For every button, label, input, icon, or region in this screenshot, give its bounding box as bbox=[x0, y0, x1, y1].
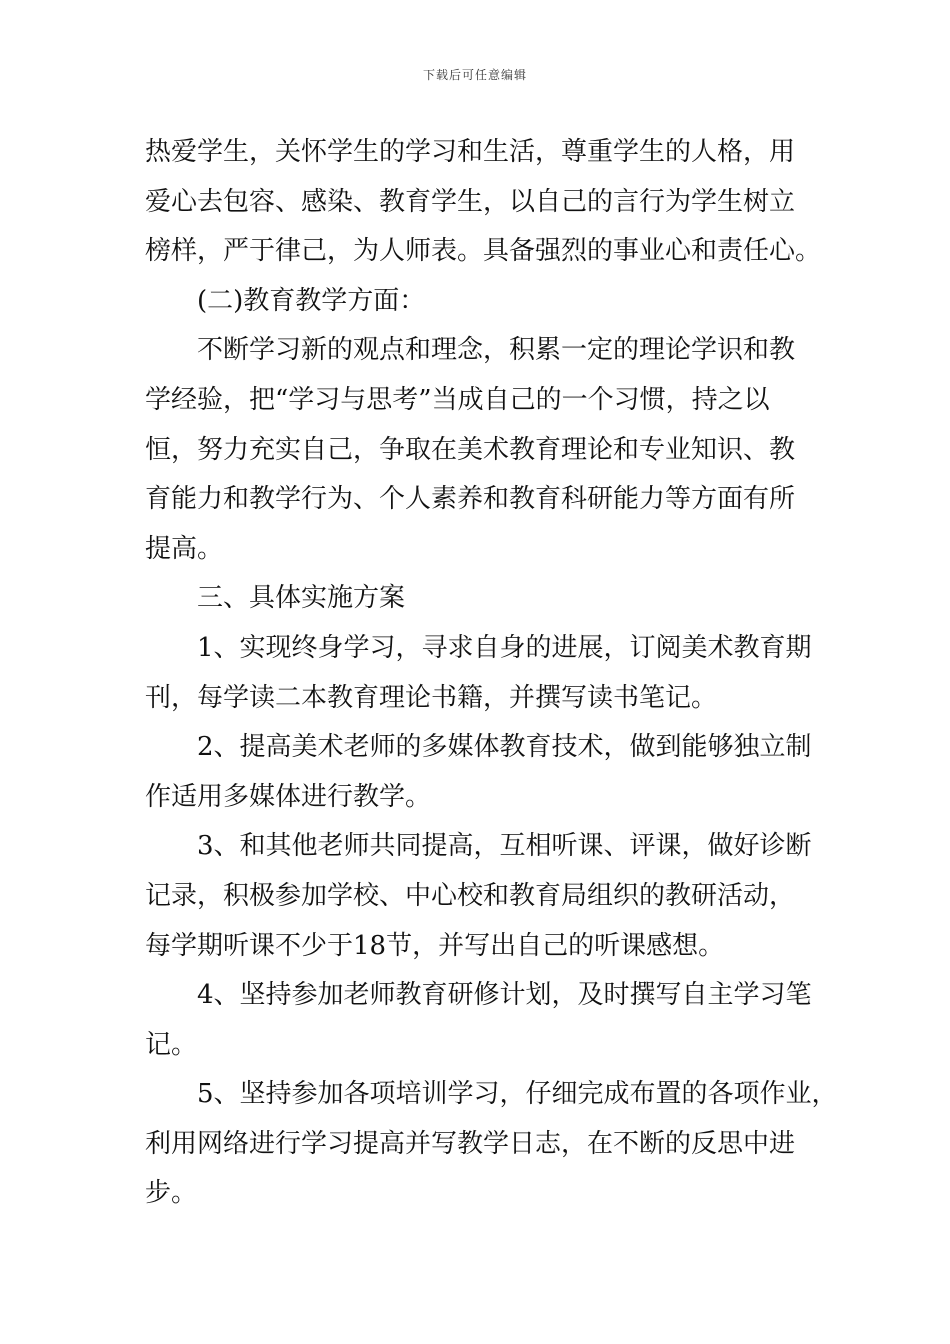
document-body bbox=[145, 128, 838, 1219]
text-line: 不断学习新的观点和理念，积累一定的理论学识和教 bbox=[197, 335, 796, 366]
section-heading: (二)教育教学方面： bbox=[197, 285, 426, 316]
list-item-5: 5、坚持参加各项培训学习，仔细完成布置的各项作业， bbox=[197, 1079, 838, 1110]
section-heading: 三、具体实施方案 bbox=[197, 583, 406, 614]
list-item-2: 2、提高美术老师的多媒体教育技术，做到能够独立制 bbox=[197, 732, 812, 763]
text-line: 爱心去包容、感染、教育学生，以自己的言行为学生树立 bbox=[145, 186, 796, 217]
list-item-1: 1、实现终身学习，寻求自身的进展，订阅美术教育期 bbox=[197, 632, 812, 663]
text-line: 步。 bbox=[145, 1178, 198, 1209]
text-line: 恒，努力充实自己，争取在美术教育理论和专业知识、教 bbox=[145, 434, 796, 465]
list-item-3: 3、和其他老师共同提高，互相听课、评课，做好诊断 bbox=[197, 831, 812, 862]
text-line: 每学期听课不少于18节，并写出自己的听课感想。 bbox=[145, 930, 725, 961]
text-line: 提高。 bbox=[145, 533, 224, 564]
text-line: 作适用多媒体进行教学。 bbox=[145, 781, 432, 812]
text-line: 记。 bbox=[145, 1029, 198, 1060]
text-line: 记录，积极参加学校、中心校和教育局组织的教研活动， bbox=[145, 880, 796, 911]
page-header-note: 下载后可任意编辑 bbox=[422, 68, 527, 82]
text-line: 热爱学生，关怀学生的学习和生活，尊重学生的人格，用 bbox=[145, 137, 796, 167]
text-line: 育能力和教学行为、个人素养和教育科研能力等方面有所 bbox=[145, 484, 796, 515]
text-line: 学经验，把“学习与思考”当成自己的一个习惯，持之以 bbox=[145, 384, 770, 415]
list-item-4: 4、坚持参加老师教育研修计划，及时撰写自主学习笔 bbox=[197, 980, 812, 1011]
text-line: 刊，每学读二本教育理论书籍，并撰写读书笔记。 bbox=[145, 682, 718, 713]
text-line: 榜样，严于律己，为人师表。具备强烈的事业心和责任心。 bbox=[145, 236, 822, 267]
text-line: 利用网络进行学习提高并写教学日志，在不断的反思中进 bbox=[145, 1128, 796, 1159]
